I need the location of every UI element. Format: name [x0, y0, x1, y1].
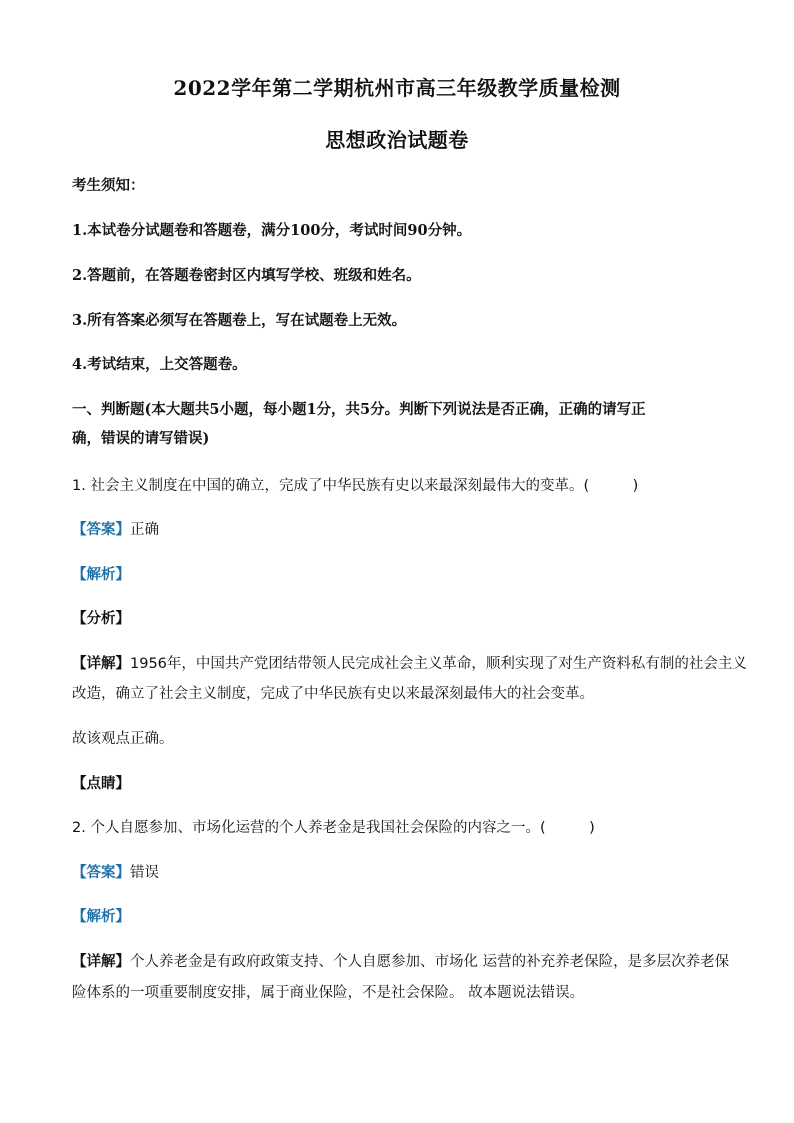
dianjing-tag: 【点睛】 — [72, 776, 130, 792]
detail-text: 个人养老金是有政府政策支持、个人自愿参加、市场化 运营的补充养老保险，是多层次养老保 — [130, 954, 730, 970]
question-2-answer — [72, 863, 722, 883]
fenxi-tag: 【分析】 — [72, 611, 130, 627]
question-1-fenxi-tag — [72, 609, 722, 629]
detail-text: 1956年，中国共产党团结带领人民完成社会主义革命，顺利实现了对生产资料私有制的社会主义 — [130, 656, 747, 672]
question-1-detail-line-2: 改造，确立了社会主义制度，完成了中华民族有史以来最深刻最伟大的社会变革。 — [72, 686, 594, 702]
notice-item-2: 2.答题前，在答题卷密封区内填写学校、班级和姓名。 — [72, 267, 421, 284]
question-1-text: 1. 社会主义制度在中国的确立，完成了中华民族有史以来最深刻最伟大的变革。( ) — [72, 478, 639, 494]
question-1-conclusion: 故该观点正确。 — [72, 731, 174, 747]
document-subtitle: 思想政治试题卷 — [325, 128, 469, 152]
answer-tag: 【答案】 — [72, 865, 130, 881]
notice-item-3: 3.所有答案必须写在答题卷上，写在试题卷上无效。 — [72, 312, 407, 329]
detail-tag: 【详解】 — [72, 954, 130, 970]
analysis-tag: 【解析】 — [72, 567, 130, 583]
question-1-analysis-tag — [72, 565, 722, 585]
question-1-dianjing-tag — [72, 774, 722, 794]
answer-value: 正确 — [130, 522, 159, 538]
question-2-detail-line-1 — [72, 952, 730, 972]
notice-item-1: 1.本试卷分试题卷和答题卷，满分100分，考试时间90分钟。 — [72, 222, 472, 239]
question-2-detail-line-2: 险体系的一项重要制度安排，属于商业保险，不是社会保险。 故本题说法错误。 — [72, 985, 585, 1001]
answer-tag: 【答案】 — [72, 522, 130, 538]
question-2-text: 2. 个人自愿参加、市场化运营的个人养老金是我国社会保险的内容之一。( ) — [72, 820, 595, 836]
detail-tag: 【详解】 — [72, 656, 130, 672]
question-1-detail-line-1 — [72, 654, 747, 674]
question-2-analysis-tag — [72, 907, 722, 927]
answer-value: 错误 — [130, 865, 159, 881]
document-title: 2022学年第二学期杭州市高三年级教学质量检测 — [173, 76, 621, 100]
analysis-tag: 【解析】 — [72, 909, 130, 925]
section-heading-line-2: 确，错误的请写错误) — [72, 430, 210, 447]
notice-item-4: 4.考试结束，上交答题卷。 — [72, 356, 247, 373]
notice-heading: 考生须知： — [72, 177, 145, 194]
question-1-answer — [72, 520, 722, 540]
section-heading-line-1: 一、判断题(本大题共5小题，每小题1分，共5分。判断下列说法是否正确，正确的请写正 — [72, 401, 646, 418]
